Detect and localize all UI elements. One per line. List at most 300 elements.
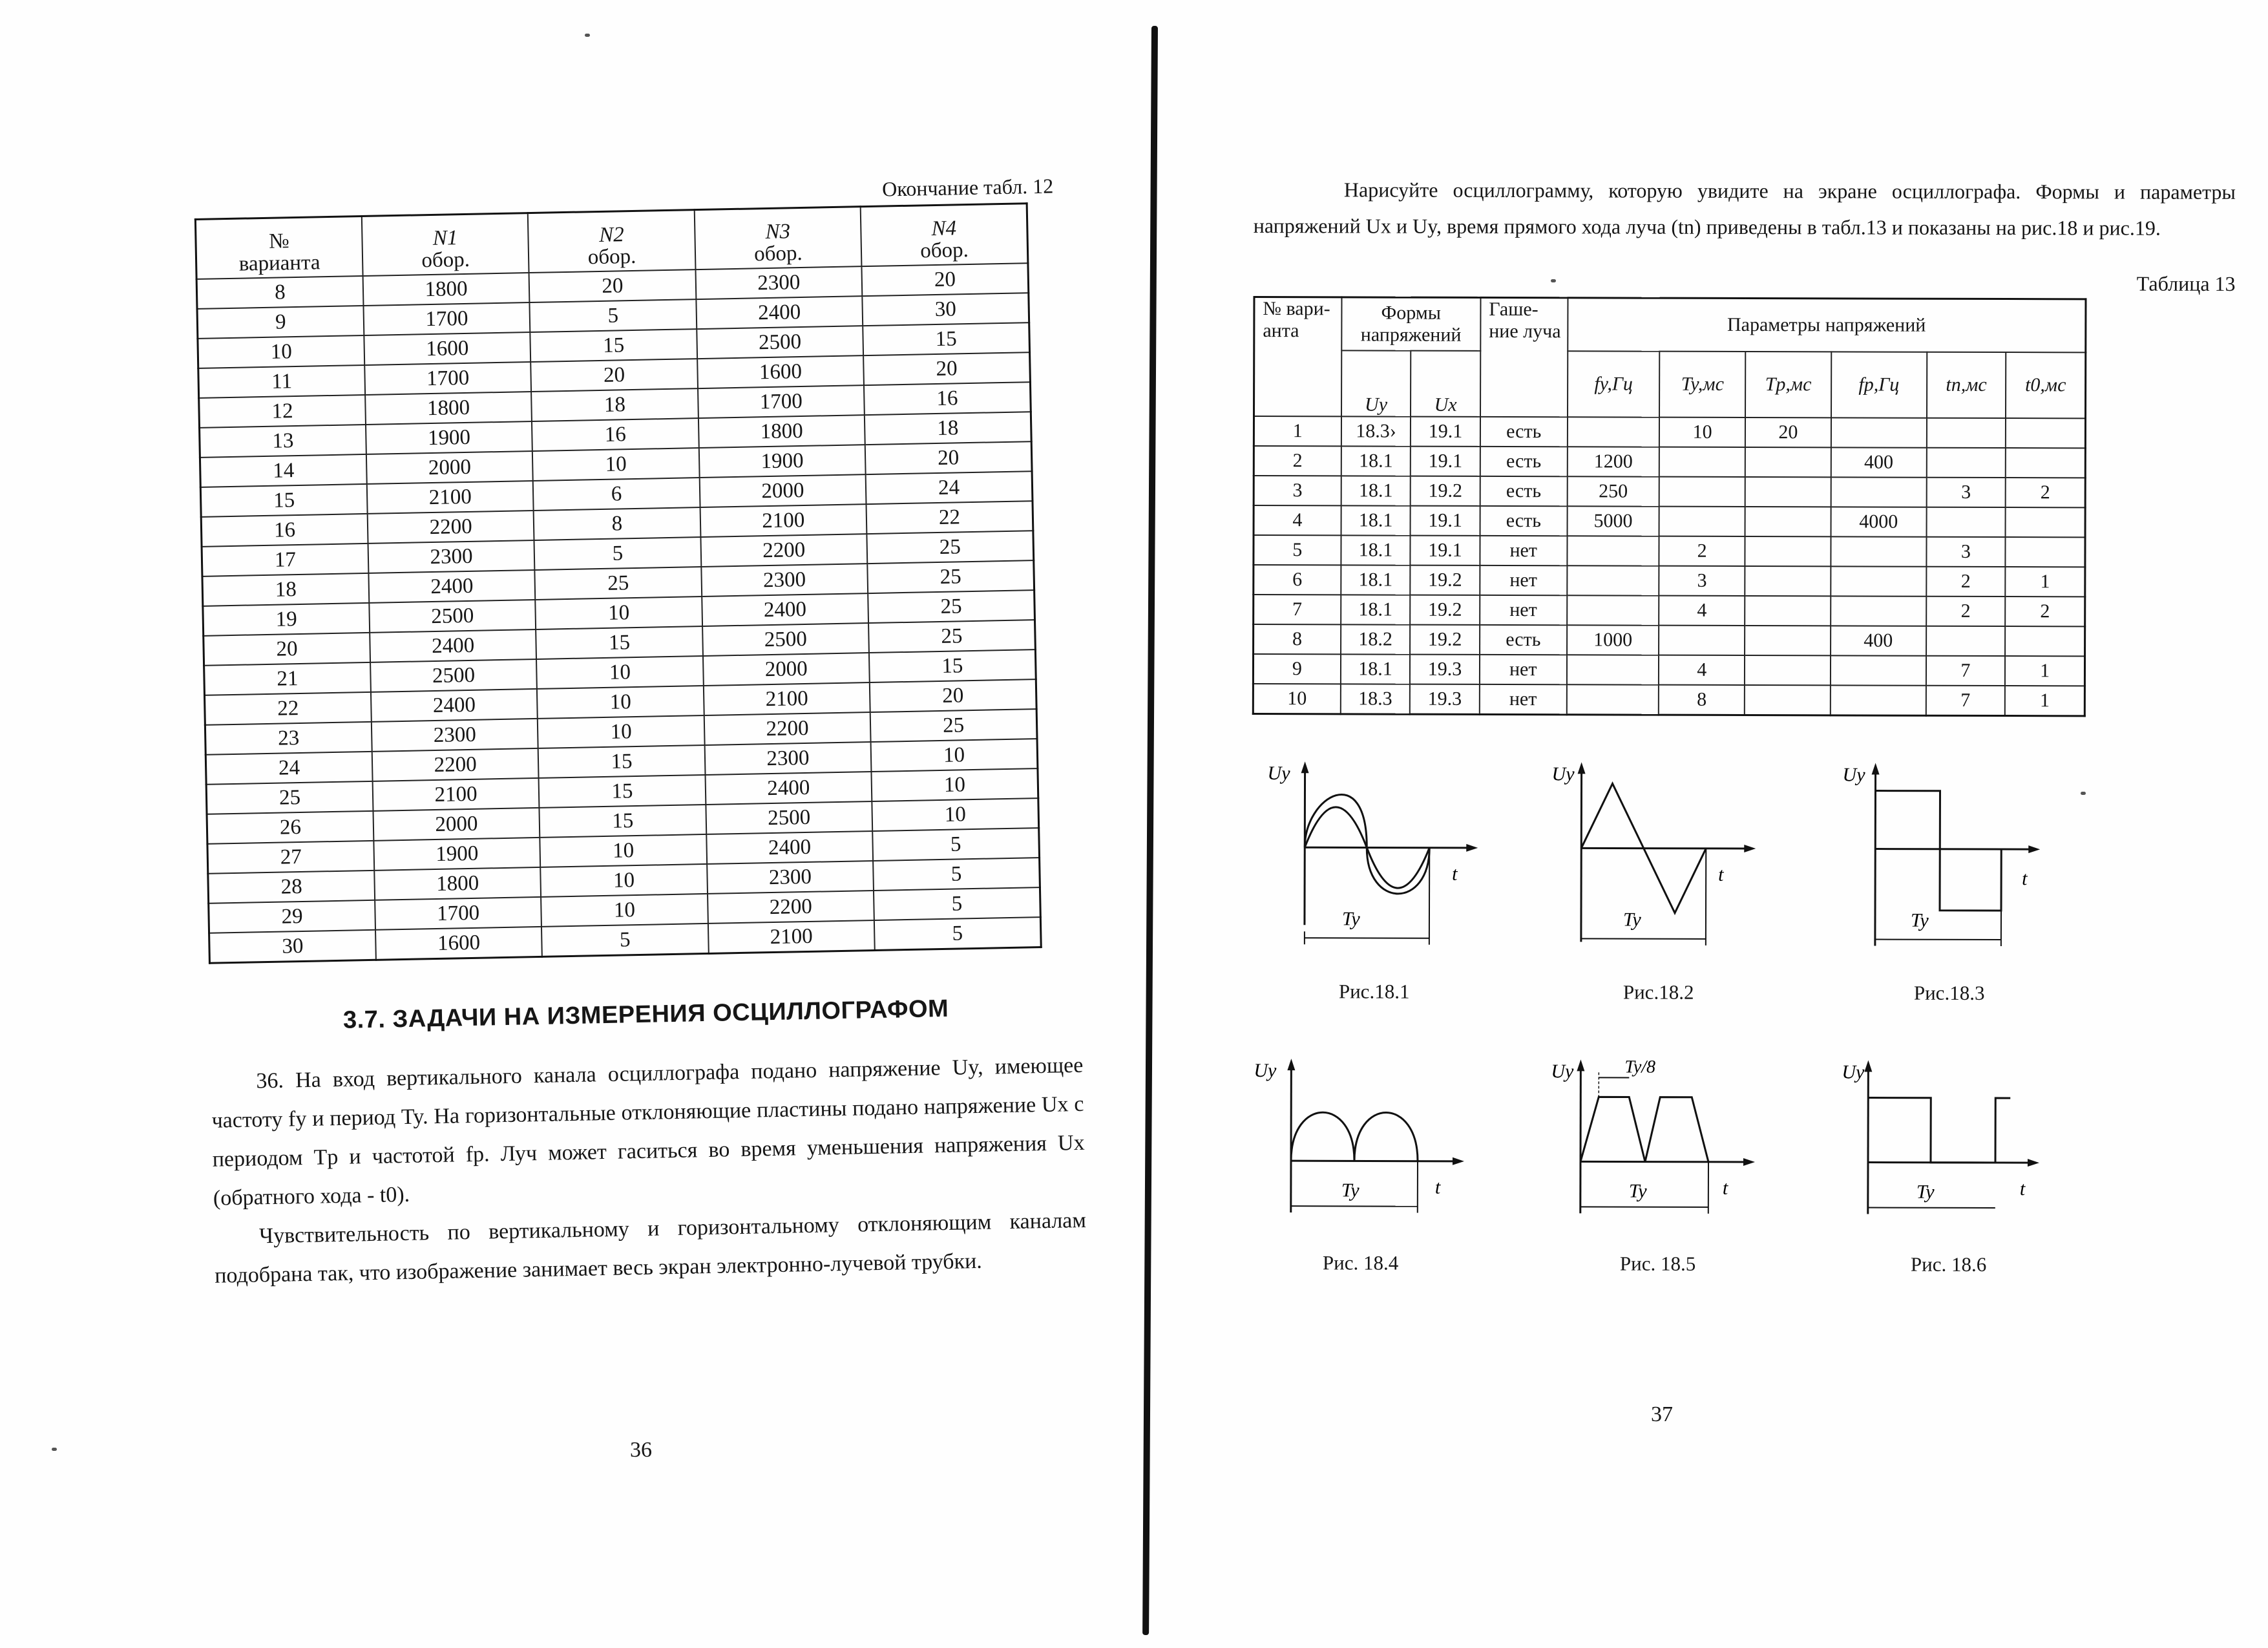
table-cell: 25 xyxy=(535,567,702,600)
table-cell: есть xyxy=(1480,447,1568,476)
table-cell: 20 xyxy=(1745,417,1831,447)
table-cell: 10 xyxy=(198,335,364,368)
table-cell: 19.1 xyxy=(1411,417,1480,447)
table13-header-ty: Ty,мс xyxy=(1659,352,1745,417)
table-cell: 400 xyxy=(1831,447,1927,477)
table-row xyxy=(1254,416,2085,448)
scan-speck xyxy=(2081,792,2086,795)
table-cell: 1900 xyxy=(366,421,532,454)
table-cell xyxy=(1659,477,1745,507)
sine-wave-diagram xyxy=(1265,754,1485,967)
table-cell: есть xyxy=(1480,625,1567,655)
table13-header-row-1 xyxy=(1254,297,2086,353)
table-cell: 2100 xyxy=(367,481,534,514)
table-cell: 19.2 xyxy=(1411,565,1480,595)
table12-header-n3: N3 обор. xyxy=(694,207,861,269)
table-row xyxy=(1254,476,2085,507)
table-cell: 1 xyxy=(1254,416,1341,446)
axis-label-uy: Uy xyxy=(1842,1061,1865,1083)
axis-label-uy: Uy xyxy=(1267,763,1290,785)
table-cell: 2500 xyxy=(370,659,537,692)
table13-header-ux: Ux xyxy=(1411,351,1480,417)
table-13 xyxy=(1252,296,2087,717)
table-cell xyxy=(1745,626,1831,655)
period-label: Ty xyxy=(1341,908,1360,930)
table12-header-variant: № варианта xyxy=(195,217,362,279)
table-cell xyxy=(1659,507,1745,536)
table-row xyxy=(1253,654,2084,686)
axis-label-t: t xyxy=(1718,863,1724,885)
table13-header-fy: fy,Гц xyxy=(1568,351,1660,417)
table-cell xyxy=(1745,477,1831,507)
table-cell: 2400 xyxy=(371,689,538,722)
rectified-sine-diagram xyxy=(1251,1051,1471,1239)
figure-18-4 xyxy=(1251,1051,1471,1275)
table-cell: 3 xyxy=(1659,566,1745,596)
table-cell xyxy=(1926,626,2006,656)
table-cell: 15 xyxy=(539,775,706,808)
table-cell: 8 xyxy=(1254,624,1341,654)
table-cell xyxy=(2006,418,2085,448)
table-cell: 18.1 xyxy=(1341,565,1411,595)
table-cell: 18.1 xyxy=(1341,654,1411,684)
table-cell: 10 xyxy=(871,739,1038,772)
table-cell: 19.2 xyxy=(1411,476,1480,506)
table-cell: 1600 xyxy=(375,927,542,960)
figure-18-6 xyxy=(1839,1052,2059,1276)
table13-header-row-2 xyxy=(1254,350,2086,418)
table-cell: 1700 xyxy=(364,362,531,395)
table-cell: 5000 xyxy=(1567,506,1659,536)
table-cell xyxy=(1567,655,1659,684)
table-cell: 10 xyxy=(536,656,703,689)
table-cell: 5 xyxy=(530,299,697,332)
table-cell: 25 xyxy=(870,709,1037,742)
table-cell: 10 xyxy=(1659,417,1745,447)
table-cell: 15 xyxy=(536,626,702,659)
task-36-paragraph: 36. На вход вертикального канала осциллографа подано напряжение Uy, имеющее частоту fy и период Ty. На горизонтальные отклоняющие пластины подано напряжение Ux с периодом Tp и частотой fp. Луч может гаситься во время уменьшения напряжения Ux (обратного хода - t0). xyxy=(211,1053,1085,1210)
table-cell: 10 xyxy=(540,834,707,867)
table-cell xyxy=(1745,566,1831,596)
table-cell xyxy=(1831,417,1927,447)
axis-label-t: t xyxy=(1722,1177,1728,1199)
table-cell: 18.1 xyxy=(1341,595,1411,624)
table12-header-n1: N1 обор. xyxy=(362,213,529,276)
table13-header-t0: t0,мс xyxy=(2006,352,2086,418)
table-cell: 1600 xyxy=(697,355,864,388)
table13-caption: Таблица 13 xyxy=(2136,271,2236,295)
table-cell: есть xyxy=(1480,476,1568,506)
table-cell xyxy=(1566,684,1659,715)
table13-header-forms: Формы напряжений xyxy=(1341,297,1480,351)
scan-speck xyxy=(52,1448,57,1451)
table-row xyxy=(1253,684,2084,716)
table-cell: 5 xyxy=(873,858,1040,891)
table-cell: 3 xyxy=(1926,478,2006,507)
table-cell: 1900 xyxy=(698,445,865,478)
table-cell: 15 xyxy=(530,329,697,362)
figure-caption: Рис.18.2 xyxy=(1622,980,1694,1004)
figure-18-2 xyxy=(1549,754,1769,1004)
table-cell: 19.3 xyxy=(1410,684,1480,715)
axis-label-t: t xyxy=(1434,1176,1441,1198)
table-cell xyxy=(1831,655,1926,685)
table-cell: 1600 xyxy=(364,332,530,365)
period-label: Ty xyxy=(1916,1181,1935,1203)
table-cell xyxy=(1831,477,1926,507)
table-cell: 19.1 xyxy=(1411,447,1480,476)
right-page-content xyxy=(1250,171,2236,1305)
table-cell: 10 xyxy=(537,686,704,719)
table-row xyxy=(1254,505,2085,537)
table-cell: 10 xyxy=(541,894,708,927)
table-cell: 1800 xyxy=(365,392,532,425)
table-cell: 20 xyxy=(204,633,370,666)
table-cell: 4000 xyxy=(1831,507,1926,536)
table-row xyxy=(1254,446,2085,478)
table-cell: 2200 xyxy=(704,712,870,745)
table-cell: 1200 xyxy=(1567,447,1659,476)
table-cell xyxy=(2006,448,2085,478)
table-cell: 2000 xyxy=(373,808,540,841)
figure-caption: Рис.18.3 xyxy=(1913,981,1985,1004)
section-title: 3.7. ЗАДАЧИ НА ИЗМЕРЕНИЯ ОСЦИЛЛОГРАФОМ xyxy=(342,995,949,1034)
table-cell: 2500 xyxy=(706,801,872,834)
table-cell: 2400 xyxy=(702,593,868,626)
table-cell: 8 xyxy=(196,276,363,309)
table-cell: 2 xyxy=(1659,536,1745,566)
scan-speck xyxy=(1551,279,1556,282)
table-cell xyxy=(1926,448,2006,478)
table-cell: 18 xyxy=(202,573,369,606)
table-cell: 2 xyxy=(2006,478,2085,507)
table-cell: нет xyxy=(1480,565,1567,595)
table-cell: 30 xyxy=(862,293,1029,326)
table-cell xyxy=(2005,626,2084,656)
table-cell: 2 xyxy=(2005,597,2084,626)
table-row xyxy=(1254,624,2085,656)
table-cell: 18.3 xyxy=(1341,684,1411,714)
table-cell: есть xyxy=(1480,506,1567,536)
table-cell: 1900 xyxy=(373,838,540,871)
table-cell: 19 xyxy=(203,603,370,636)
table-cell: нет xyxy=(1480,655,1567,684)
table-cell: 400 xyxy=(1831,626,1926,655)
table-cell: 2000 xyxy=(703,653,870,686)
table-cell: 1800 xyxy=(374,867,541,900)
table-cell: 2100 xyxy=(372,778,539,811)
table-cell: 1800 xyxy=(362,273,529,306)
table-cell: 7 xyxy=(1254,595,1341,624)
table-cell: 10 xyxy=(872,798,1038,831)
table-cell: 28 xyxy=(208,871,375,903)
table-12 xyxy=(194,202,1042,964)
sub-period-label: Ty/8 xyxy=(1624,1057,1656,1077)
figure-18-1 xyxy=(1265,754,1485,1004)
table-cell: 25 xyxy=(206,781,373,814)
table-cell: 10 xyxy=(538,715,704,748)
table-cell: 10 xyxy=(1253,684,1340,714)
table-cell: 3 xyxy=(1926,537,2006,567)
axis-label-uy: Uy xyxy=(1551,763,1575,785)
page-number-left: 36 xyxy=(630,1438,652,1462)
table-cell: 19.2 xyxy=(1410,625,1480,655)
table-cell: 11 xyxy=(198,365,365,398)
table-cell: 2200 xyxy=(368,511,534,544)
table-cell: 250 xyxy=(1567,476,1659,506)
table-cell: 29 xyxy=(209,900,375,933)
table-cell: 1 xyxy=(2005,686,2084,716)
table-cell: 18 xyxy=(865,412,1031,445)
table-cell xyxy=(2006,537,2085,567)
table-cell: 2300 xyxy=(701,564,868,597)
table-cell: 2500 xyxy=(369,600,536,633)
table-cell xyxy=(1831,685,1926,715)
table-cell: 15 xyxy=(540,805,706,838)
table13-header-tp: Tp,мс xyxy=(1745,352,1831,417)
table-cell: 25 xyxy=(866,531,1033,564)
table-cell: 20 xyxy=(530,359,697,392)
intro-paragraph: Нарисуйте осциллограмму, которую увидите на экране осциллографа. Формы и параметры напряжений Ux и Uy, время прямого хода луча (tn) приведены в табл.13 и показаны на рис.18 и рис.19. xyxy=(1253,178,2236,240)
table-cell: 2 xyxy=(1926,597,2006,626)
scan-speck xyxy=(585,34,590,37)
figure-caption: Рис. 18.5 xyxy=(1619,1252,1696,1275)
table-cell: 2200 xyxy=(708,891,874,924)
table-cell: 19.3 xyxy=(1410,655,1480,684)
table-cell xyxy=(1567,536,1659,565)
table-cell: 3 xyxy=(1254,476,1341,505)
table-cell: 5 xyxy=(534,537,701,570)
period-label: Ty xyxy=(1910,909,1929,931)
table13-header-params: Параметры напряжений xyxy=(1568,298,2086,353)
figure-18-5 xyxy=(1548,1051,1769,1276)
table-cell xyxy=(1567,565,1659,595)
table-cell: 13 xyxy=(200,425,366,458)
table-cell: 12 xyxy=(199,395,366,428)
table-cell: 2100 xyxy=(708,920,875,953)
table-cell: 9 xyxy=(1253,654,1340,684)
table-cell: 5 xyxy=(872,828,1039,861)
table-cell: 8 xyxy=(1659,685,1745,715)
figure-grid xyxy=(1250,754,2221,1305)
table13-body xyxy=(1253,416,2085,716)
sensitivity-paragraph: Чувствительность по вертикальному и горизонтальному отклоняющим каналам подобрана так, что изображение занимает весь экран электронно-лучевой трубки. xyxy=(214,1208,1087,1288)
table-cell xyxy=(1567,417,1659,447)
table-cell: 20 xyxy=(870,679,1036,712)
table-cell: 2400 xyxy=(370,629,536,662)
table-cell: 7 xyxy=(1926,686,2005,716)
table-cell: 26 xyxy=(207,811,373,844)
table13-header-uy: Uy xyxy=(1341,350,1411,416)
table-cell: 25 xyxy=(867,560,1034,593)
table-cell: нет xyxy=(1480,536,1567,565)
table-cell: 6 xyxy=(1254,565,1341,595)
table-cell: 2500 xyxy=(697,326,863,359)
table-cell: 2400 xyxy=(368,570,535,603)
table-cell xyxy=(1745,685,1831,715)
table-cell: 6 xyxy=(533,478,700,511)
table-cell: 2300 xyxy=(704,742,871,775)
table-cell: 20 xyxy=(529,269,696,302)
table-cell: 17 xyxy=(202,544,368,576)
table-cell xyxy=(2006,507,2085,537)
table-cell: 19.2 xyxy=(1410,595,1480,625)
table-cell: 30 xyxy=(209,930,376,963)
table-cell: 2200 xyxy=(700,534,867,567)
table-cell: 2400 xyxy=(696,296,863,329)
table-cell: 15 xyxy=(200,484,367,517)
figure-18-3 xyxy=(1840,755,2060,1005)
period-label: Ty xyxy=(1622,909,1641,931)
table12-header-n2: N2 обор. xyxy=(528,210,695,273)
table-cell: 20 xyxy=(865,441,1032,474)
table-cell: 7 xyxy=(1926,656,2006,686)
table-cell: 10 xyxy=(540,864,707,897)
table-cell: 8 xyxy=(534,507,700,540)
table-cell: 2300 xyxy=(695,266,862,299)
table-cell xyxy=(1831,596,1926,626)
table-cell: 18.1 xyxy=(1341,476,1411,505)
table-cell: 1800 xyxy=(698,415,865,448)
axis-label-uy: Uy xyxy=(1551,1061,1574,1083)
table-cell: 4 xyxy=(1254,505,1341,535)
table-cell: 5 xyxy=(874,887,1040,920)
table-cell xyxy=(1745,507,1831,536)
table-cell: 1000 xyxy=(1567,625,1659,655)
table-cell: 18.1 xyxy=(1341,446,1411,476)
table-cell xyxy=(1745,596,1831,626)
square-wave-diagram xyxy=(1840,755,2060,969)
table-cell xyxy=(1831,536,1926,566)
table-cell: 2500 xyxy=(702,623,869,656)
table-cell: 1700 xyxy=(698,385,865,418)
figure-caption: Рис.18.1 xyxy=(1338,980,1410,1003)
table-cell xyxy=(1745,536,1831,566)
right-page xyxy=(1163,0,2268,1648)
table-cell xyxy=(1659,626,1745,655)
table-cell: 2300 xyxy=(707,861,874,894)
table-cell: 1700 xyxy=(375,897,541,930)
axis-label-uy: Uy xyxy=(1254,1060,1277,1082)
left-page-content xyxy=(194,174,1087,1296)
table-cell: 23 xyxy=(205,722,372,755)
axis-label-t: t xyxy=(2022,868,2028,890)
table-cell: 25 xyxy=(868,620,1035,653)
table-cell: 24 xyxy=(866,471,1033,504)
table-cell: 2 xyxy=(1254,446,1341,476)
table-cell: 2000 xyxy=(699,474,866,507)
table-cell: есть xyxy=(1480,417,1568,447)
pulse-wave-diagram xyxy=(1839,1052,2059,1240)
table-cell xyxy=(1926,507,2006,537)
table-cell: 2400 xyxy=(705,772,872,805)
figure-caption: Рис. 18.4 xyxy=(1322,1251,1399,1274)
table-cell: 1 xyxy=(2006,567,2085,597)
table-cell: 16 xyxy=(864,382,1031,415)
table12-caption: Окончание табл. 12 xyxy=(881,174,1054,201)
table-cell: 9 xyxy=(197,306,364,339)
table-cell: 5 xyxy=(874,917,1041,950)
table-cell xyxy=(1926,418,2006,448)
table-cell: 15 xyxy=(863,322,1029,355)
table-cell: 1700 xyxy=(363,302,530,335)
table-cell: 16 xyxy=(201,514,368,547)
axis-label-t: t xyxy=(1452,863,1458,885)
table-cell: 18.1 xyxy=(1341,505,1411,535)
table-cell: 2300 xyxy=(368,540,534,573)
table-cell: 27 xyxy=(207,841,374,874)
table-cell: 18.2 xyxy=(1341,624,1411,654)
table12-header-n4: N4 обор. xyxy=(861,204,1028,266)
table-cell: 16 xyxy=(532,418,698,451)
table-cell: 5 xyxy=(541,924,708,956)
table-cell: 18 xyxy=(531,388,698,421)
axis-label-t: t xyxy=(2019,1178,2026,1200)
table-cell: 10 xyxy=(532,448,699,481)
table-cell: 15 xyxy=(538,745,705,778)
table-cell: 2400 xyxy=(706,831,873,864)
table-cell: 14 xyxy=(200,454,366,487)
table-cell: 2000 xyxy=(366,451,533,484)
figure-caption: Рис. 18.6 xyxy=(1910,1252,1987,1276)
table-row xyxy=(1254,565,2085,597)
table-cell xyxy=(1567,595,1659,625)
table-cell: 18.1 xyxy=(1341,535,1411,565)
table-cell: 2100 xyxy=(700,504,866,537)
period-label: Ty xyxy=(1628,1180,1647,1202)
table13-header-blanking: Гаше-ние луча xyxy=(1480,297,1568,417)
table13-header-variant: № вари-анта xyxy=(1254,297,1342,417)
table-cell: 21 xyxy=(204,662,371,695)
table-cell: 22 xyxy=(204,692,371,725)
triangle-wave-diagram xyxy=(1549,754,1769,968)
table-cell: 20 xyxy=(863,352,1030,385)
table13-header-fp: fp,Гц xyxy=(1831,352,1927,417)
table-cell xyxy=(1745,447,1831,477)
table-cell: 4 xyxy=(1659,655,1745,685)
table-cell: 10 xyxy=(536,597,702,629)
table-cell: 19.1 xyxy=(1411,506,1480,536)
page-number-right: 37 xyxy=(1651,1402,1673,1426)
table-cell: нет xyxy=(1480,595,1567,625)
table-cell: 10 xyxy=(872,768,1038,801)
table-cell: 2 xyxy=(1926,567,2006,597)
table-cell: 2200 xyxy=(372,748,539,781)
period-label: Ty xyxy=(1341,1179,1360,1201)
table-cell xyxy=(1659,447,1745,477)
table-cell: 2100 xyxy=(704,682,870,715)
table-cell: 19.1 xyxy=(1411,536,1480,565)
table-cell: 2300 xyxy=(372,719,538,752)
table12-body xyxy=(196,263,1041,963)
table-cell: 4 xyxy=(1659,596,1745,626)
table-cell: 20 xyxy=(862,263,1029,296)
table-cell: 24 xyxy=(205,752,372,785)
trapezoid-wave-diagram xyxy=(1548,1051,1769,1240)
table-cell: 25 xyxy=(868,590,1034,623)
table-cell: 5 xyxy=(1254,535,1341,565)
table-cell: нет xyxy=(1480,684,1567,715)
axis-label-uy: Uy xyxy=(1842,764,1865,786)
table13-header-tn: tn,мс xyxy=(1927,352,2006,418)
table-cell: 15 xyxy=(869,650,1036,682)
table-cell: 1 xyxy=(2005,656,2084,686)
table-cell xyxy=(1831,566,1926,596)
table-cell: 22 xyxy=(866,501,1033,534)
table-cell: 18.3› xyxy=(1341,416,1411,446)
table-cell xyxy=(1745,655,1831,685)
table-row xyxy=(1254,595,2085,626)
